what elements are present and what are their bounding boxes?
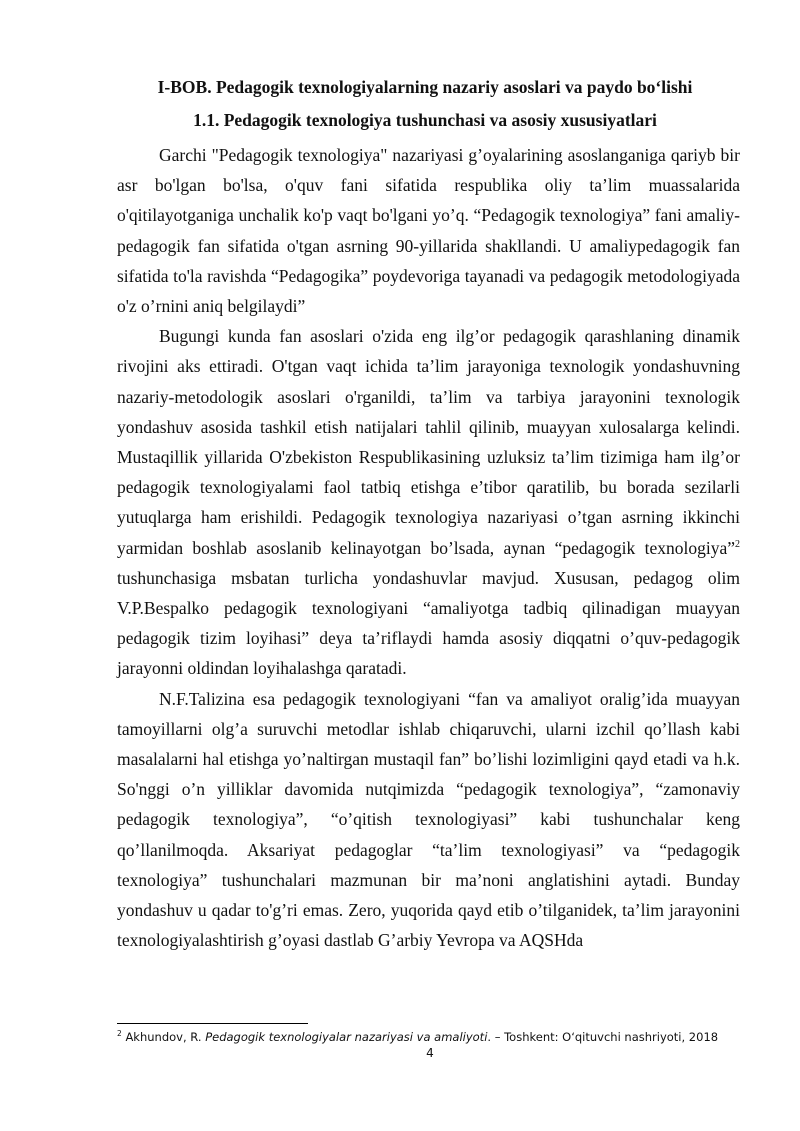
chapter-title: I-BOB. Pedagogik texnologiyalarning nazariy asoslari va paydo boʻlishi (157, 77, 693, 97)
paragraph (117, 321, 740, 683)
footnote-author: Akhundov, R. (125, 1030, 202, 1044)
footnote-title: Pedagogik texnologiyalar nazariyasi va amaliyoti (205, 1030, 488, 1044)
section-title: 1.1. Pedagogik texnologiya tushunchasi va asosiy xususiyatlari (193, 110, 657, 130)
paragraph: N.F.Talizina esa pedagogik texnologiyani “fan va amaliyot oralig’ida muayyan tamoyillarni olg’a suruvchi metodlar ishlab chiqaruvchi, ularni izchil qo’llash kabi masalalarni hal etishga yo’naltirgan mustaqil fan” bo’lishi lozimligini qayd etadi va h.k. So'nggi o’n yilliklar davomida nutqimizda “pedagogik texnologiya”, “zamonaviy pedagogik texnologiya”, “o’qitish texnologiyasi” kabi tushunchalar keng qo’llanilmoqda. Aksariyat pedagoglar “ta’lim texnologiyasi” va “pedagogik texnologiya” tushunchalari mazmunan bir ma’noni anglatishini aytadi. Bunday yondashuv u qadar to'g’ri emas. Zero, yuqorida qayd etib o’tilganidek, ta’lim jarayonini texnologiyalashtirish g’oyasi dastlab G’arbiy Yevropa va AQSHda (117, 688, 740, 951)
footnote (117, 1030, 757, 1045)
footnote-marker: 2 (117, 1029, 122, 1039)
paragraph-part: tushunchasiga msbatan turlicha yondashuvlar mavjud. Xususan, pedagog olim V.P.Bespalko pedagogik texnologiyani “amaliyotga tadbiq qilinadigan muayyan pedagogik tizim loyihasi” deya ta’riflaydi hamda asosiy diqqatni o’quv-pedagogik jarayonni oldindan loyihalashga qaratadi. (117, 567, 740, 679)
paragraph: Garchi "Pedagogik texnologiya" nazariyasi g’oyalarining asoslanganiga qariyb bir asr bo'lgan bo'lsa, o'quv fani sifatida respublika oliy ta’lim muassalarida o'qitilayotganiga unchalik ko'p vaqt bo'lgani yo’q. “Pedagogik texnologiya” fani amaliy-pedagogik fan sifatida o'tgan asrning 90-yillarida shakllandi. U amaliypedagogik fan sifatida to'la ravishda “Pedagogika” poydevoriga tayanadi va pedagogik metodologiyada o'z o’rnini aniq belgilaydi” (117, 145, 740, 317)
footnote-separator (117, 1023, 308, 1024)
footnote-publisher: . – Toshkent: O‘qituvchi nashriyoti, 2018 (487, 1030, 719, 1044)
paragraph-part: Bugungi kunda fan asoslari o'zida eng ilg’or pedagogik qarashlaning dinamik rivojini aks ettiradi. O'tgan vaqt ichida ta’lim jarayoniga texnologik yondashuvning nazariy-metodologik asoslari o'rganildi, ta’lim va tarbiya jarayonini texnologik yondashuv asosida tashkil etish natijalari tahlil qilinib, muayyan xulosalarga kelindi. Mustaqillik yillarida O'zbekiston Respublikasining uzluksiz ta’lim tizimiga ham ilg’or pedagogik texnologiyalami faol tatbiq etishga e’tibor qaratilib, bu borada sezilarli yutuqlarga ham erishildi. Pedagogik texnologiya nazariyasi o’tgan asrning ikkinchi yarmidan boshlab asoslanib kelinayotgan bo’lsada, aynan “pedagogik texnologiya” (117, 326, 740, 558)
footnote-reference[interactable]: 2 (735, 538, 740, 550)
page-number: 4 (426, 1046, 434, 1060)
body-text (117, 140, 740, 955)
